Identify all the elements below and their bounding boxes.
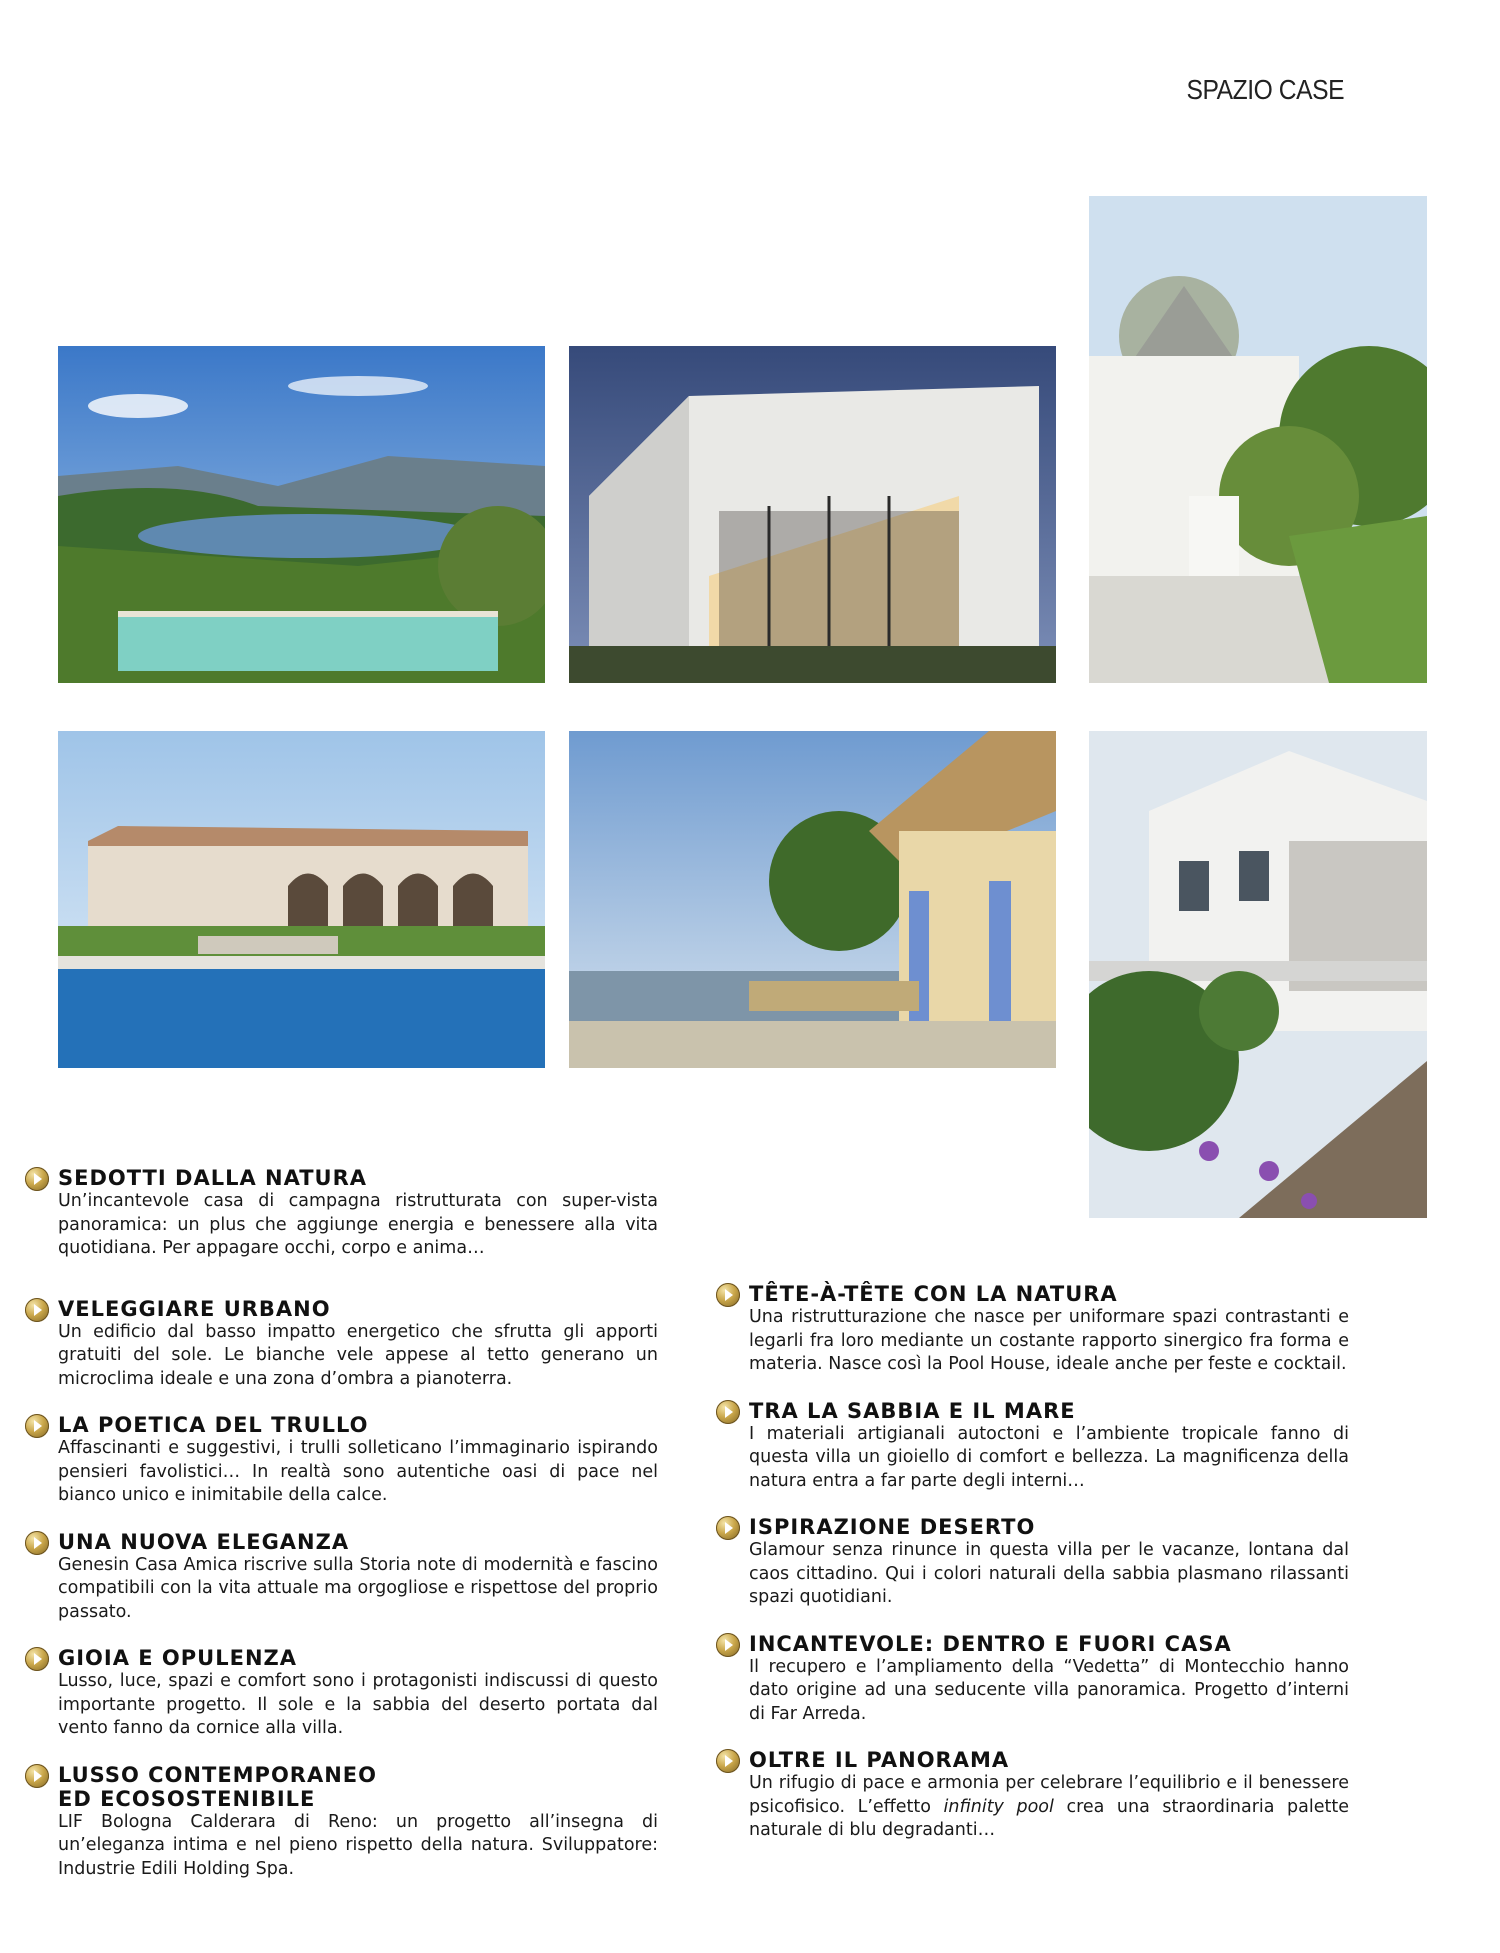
gold-arrow-icon: [25, 1167, 49, 1191]
photo-modern-house: [569, 346, 1056, 683]
item-text-emphasis: infinity pool: [943, 1796, 1054, 1817]
gold-arrow-icon: [25, 1414, 49, 1438]
gold-arrow-icon: [716, 1283, 740, 1307]
item-title: VELEGGIARE URBANO: [58, 1296, 331, 1321]
item-text: Il recupero e l’ampliamento della “Vedetta” di Montecchio hanno dato origine ad una seducente villa panoramica. Progetto d’interni di Far Arreda.: [749, 1656, 1349, 1724]
list-item[interactable]: [749, 1282, 1349, 1377]
gold-arrow-icon: [716, 1516, 740, 1540]
list-item[interactable]: [58, 1530, 658, 1625]
item-title: TRA LA SABBIA E IL MARE: [749, 1398, 1076, 1423]
list-item[interactable]: [58, 1166, 658, 1261]
gold-arrow-icon: [716, 1400, 740, 1424]
item-title: GIOIA E OPULENZA: [58, 1646, 298, 1670]
item-text-part: crea una straordinaria palette naturale di blu degradanti…: [749, 1796, 1349, 1840]
item-title: TÊTE-À-TÊTE CON LA NATURA: [749, 1282, 1118, 1306]
list-item[interactable]: [58, 1763, 658, 1882]
list-item[interactable]: [749, 1632, 1349, 1727]
item-text: LIF Bologna Calderara di Reno: un progetto all’insegna di un’eleganza intima e nel pieno rispetto della natura. Sviluppatore: Industrie Edili Holding Spa.: [58, 1811, 658, 1879]
terrace-photo: [1089, 731, 1427, 1218]
item-text: Glamour senza rinunce in questa villa per le vacanze, lontana dal caos cittadino. Qui i colori naturali della sabbia plasmano rilassanti spazi quotidiani.: [749, 1540, 1349, 1607]
list-item[interactable]: [749, 1515, 1349, 1610]
lake-view-photo: [58, 346, 545, 683]
item-title: SEDOTTI DALLA NATURA: [58, 1166, 368, 1190]
list-item[interactable]: [749, 1399, 1349, 1494]
item-title-line: ED ECOSOSTENIBILE: [58, 1786, 316, 1811]
item-text: I materiali artigianali autoctoni e l’ambiente tropicale fanno di questa villa un gioiello di comfort e bellezza. La magnificenza della natura entra a far parte degli interni…: [749, 1423, 1349, 1491]
gold-arrow-icon: [25, 1647, 49, 1671]
item-text: Una ristrutturazione che nasce per uniformare spazi contrastanti e legarli fra loro mediante un costante rapporto sinergico fra forma e materia. Nasce così la Pool House, ideale anche per feste e cocktail.: [749, 1307, 1349, 1374]
gold-arrow-icon: [25, 1764, 49, 1788]
item-title: UNA NUOVA ELEGANZA: [58, 1529, 350, 1554]
left-column: [58, 1166, 658, 1903]
villa-pool-photo: [58, 731, 545, 1068]
gold-arrow-icon: [716, 1633, 740, 1657]
item-title: LA POETICA DEL TRULLO: [58, 1413, 369, 1437]
photo-lake-pool: [58, 346, 545, 683]
list-item[interactable]: [58, 1413, 658, 1508]
item-title-line: LUSSO CONTEMPORANEO: [58, 1762, 377, 1787]
item-text: [749, 1772, 1349, 1843]
item-title: OLTRE IL PANORAMA: [749, 1748, 1010, 1772]
right-column: [749, 1282, 1349, 1865]
list-item[interactable]: [58, 1646, 658, 1741]
section-label: SPAZIO CASE: [1186, 74, 1344, 105]
gold-arrow-icon: [716, 1749, 740, 1773]
photo-panoramic-terrace: [1089, 731, 1427, 1218]
item-title: ISPIRAZIONE DESERTO: [749, 1515, 1036, 1539]
gold-arrow-icon: [25, 1531, 49, 1555]
item-text: Lusso, luce, spazi e comfort sono i protagonisti indiscussi di questo importante progetto. Il sole e la sabbia del deserto portata dal vento fanno da cornice alla villa.: [58, 1671, 658, 1738]
photo-villa-pool: [58, 731, 545, 1068]
list-item[interactable]: [58, 1297, 658, 1392]
item-text: Affascinanti e suggestivi, i trulli solleticano l’immaginario ispirando pensieri favolistici… In realtà sono autentiche oasi di pace nel bianco unico e inimitabile della calce.: [58, 1438, 658, 1505]
trullo-photo: [1089, 196, 1427, 683]
item-text: Un’incantevole casa di campagna ristrutturata con super-vista panoramica: un plus che aggiunge energia e benessere alla vita quotidiana. Per appagare occhi, corpo e anima…: [58, 1191, 658, 1258]
item-text: Genesin Casa Amica riscrive sulla Storia note di modernità e fascino compatibili con la vita attuale ma orgogliose e rispettose del proprio passato.: [58, 1554, 658, 1622]
item-text-part: Un rifugio di pace e armonia per celebrare l’equilibrio e il benessere psicofisico. L’effetto: [749, 1773, 1349, 1817]
item-text: Un edificio dal basso impatto energetico che sfrutta gli apporti gratuiti del sole. Le bianche vele appese al tetto generano un microclima ideale e una zona d’ombra a pianoterra.: [58, 1321, 658, 1389]
list-item[interactable]: [749, 1748, 1349, 1843]
tropical-villa-photo: [569, 731, 1056, 1068]
item-title: INCANTEVOLE: DENTRO E FUORI CASA: [749, 1631, 1232, 1656]
item-title: [58, 1763, 658, 1811]
photo-tropical-villa: [569, 731, 1056, 1068]
gold-arrow-icon: [25, 1298, 49, 1322]
photo-trullo: [1089, 196, 1427, 683]
modern-house-photo: [569, 346, 1056, 683]
